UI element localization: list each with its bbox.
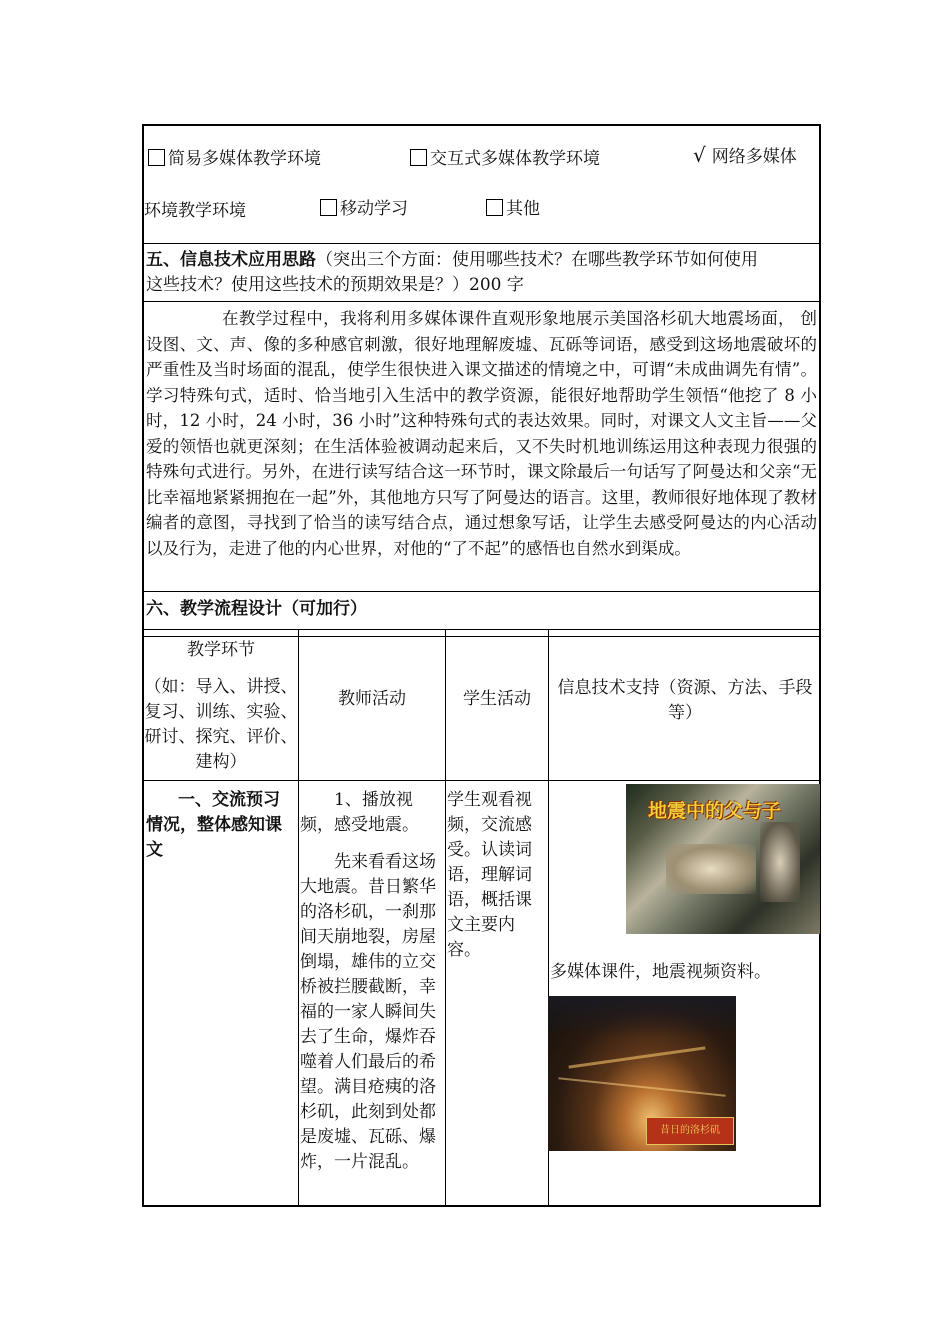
- earthquake-rescue-image: [626, 784, 820, 934]
- option-simple-multimedia[interactable]: 简易多媒体教学环境: [148, 144, 321, 169]
- env-options-row: [144, 126, 819, 244]
- section5-body: [144, 302, 819, 592]
- option-mobile-learning[interactable]: 移动学习: [320, 194, 408, 219]
- section6-header: [144, 592, 819, 630]
- checkbox-empty-icon[interactable]: [148, 149, 165, 166]
- row1-teacher-activity: 1、播放视频，感受地震。 先来看看这场大地震。昔日繁华的洛杉矶，一刹那间天崩地裂，房屋倒塌，雄伟的立交桥被拦腰截断，幸福的一家人瞬间失去了生命，爆炸吞噬着人们最后的希望。满目疮痍的洛杉矶，此刻到处都是废墟、瓦砾、爆炸，一片混乱。: [300, 790, 436, 1172]
- option-network-multimedia-cont: 环境教学环境: [144, 201, 246, 221]
- section5-paragraph: 在教学过程中，我将利用多媒体课件直观形象地展示美国洛杉矶大地震场面， 创设图、文、声、像的多种感官刺激，很好地理解废墟、瓦砾等词语，感受到这场地震破坏的严重性及当时场面的混乱，使学生很快进入课文描述的情境之中，可谓“未成曲调先有情”。学习特殊句式，适时、恰当地引入生活中的教学资源，能很好地帮助学生领悟“他挖了 8 小时，12 小时，24 小时，36 小时”这种特殊句式的表达效果。同时，对课文人文主旨——父爱的领悟也就更深刻；在生活体验被调动起来后，又不失时机地训练运用这种表现力很强的特殊句式进行。另外，在进行读写结合这一环节时，课文除最后一句话写了阿曼达和父亲“无比幸福地紧紧拥抱在一起”外，其他地方只写了阿曼达的语言。这里，教师很好地体现了教材编者的意图，寻找到了恰当的读写结合点，通过想象写话，让学生去感受阿曼达的内心活动以及行为，走进了他的内心世界，对他的“了不起”的感悟也自然水到渠成。: [146, 309, 817, 558]
- form-table: [142, 124, 821, 1207]
- row1-stage: 一、交流预习情况，整体感知课文: [146, 790, 282, 860]
- header-student-activity: 学生活动: [463, 689, 531, 709]
- section5-header: [144, 244, 819, 302]
- checkmark-icon: √: [693, 143, 706, 167]
- image-caption-father-son: 地震中的父与子: [648, 800, 782, 822]
- checkbox-empty-icon[interactable]: [320, 199, 337, 216]
- section5-note-line2: 这些技术？使用这些技术的预期效果是？）200 字: [146, 275, 524, 295]
- la-night-city-image: [548, 996, 736, 1151]
- section5-title: 五、信息技术应用思路: [146, 250, 316, 270]
- option-interactive-multimedia[interactable]: 交互式多媒体教学环境: [410, 144, 600, 169]
- section5-note-line1: （突出三个方面：使用哪些技术？在哪些教学环节如何使用: [316, 250, 758, 270]
- row1-tech-support: 多媒体课件，地震视频资料。: [550, 962, 771, 982]
- section6-title: 六、教学流程设计（可加行）: [146, 599, 367, 619]
- option-other[interactable]: 其他: [486, 194, 540, 219]
- row1-student-activity: 学生观看视频，交流感受。认读词语，理解词语，概括课文主要内容。: [447, 790, 532, 960]
- checkbox-empty-icon[interactable]: [486, 199, 503, 216]
- header-stage: 教学环节 （如：导入、讲授、复习、训练、实验、研讨、探究、评价、建构）: [144, 640, 298, 772]
- header-tech-support: 信息技术支持（资源、方法、手段等）: [557, 678, 813, 723]
- flow-table: [144, 630, 819, 1205]
- checkbox-empty-icon[interactable]: [410, 149, 427, 166]
- option-network-multimedia[interactable]: √ 网络多媒体: [693, 143, 797, 167]
- header-teacher-activity: 教师活动: [338, 689, 406, 709]
- image-caption-old-la: 昔日的洛杉矶: [646, 1117, 734, 1145]
